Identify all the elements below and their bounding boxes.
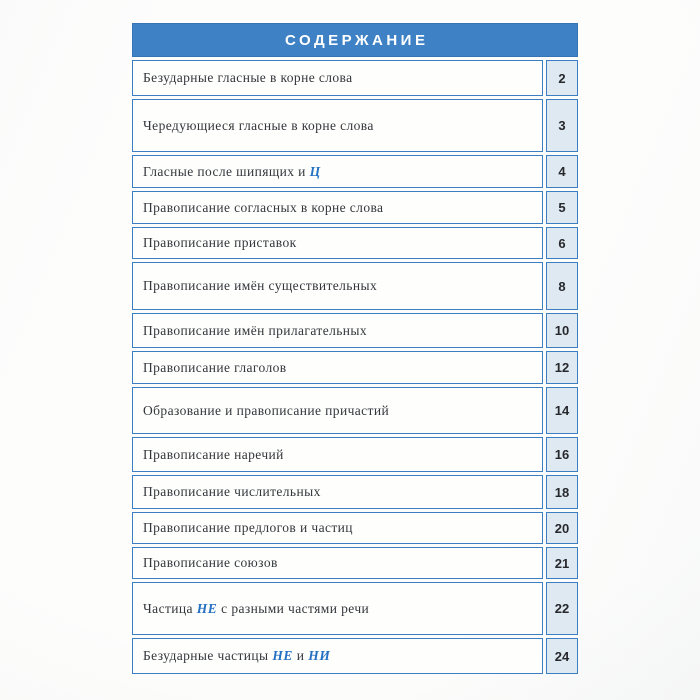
toc-entry-title [132,313,543,348]
toc-row [132,313,578,348]
toc-entry-page-number: 8 [546,262,578,310]
toc-row [132,547,578,579]
toc-entry-text: Правописание наречий [143,446,284,462]
toc-entry-text: Безударные гласные в корне слова [143,70,353,86]
toc-entry-page-number: 24 [546,638,578,674]
toc-header [132,23,578,57]
toc-entry-title [132,351,543,384]
toc-row [132,475,578,509]
toc-entry-text: Правописание числительных [143,484,321,500]
toc-entry-page-number: 16 [546,437,578,472]
toc-entry-title [132,638,543,674]
toc-entry-text: Правописание глаголов [143,359,287,375]
toc-entry-title [132,512,543,544]
toc-entry-title [132,475,543,509]
toc-entry-text: Правописание приставок [143,235,297,251]
toc-entry-page-number: 6 [546,227,578,259]
toc-entry-title [132,262,543,310]
toc-entry-text: Чередующиеся гласные в корне слова [143,117,374,133]
toc-entry-page-number: 10 [546,313,578,348]
toc-entry-page-number: 4 [546,155,578,188]
toc-row [132,227,578,259]
toc-row [132,191,578,224]
toc-entry-page-number: 20 [546,512,578,544]
toc-entry-page-number: 18 [546,475,578,509]
toc-entry-title [132,227,543,259]
toc-entry-text: Правописание имён прилагательных [143,322,368,338]
toc-row [132,582,578,635]
toc-entry-text: Частица НЕ с разными частями речи [143,600,370,616]
toc-entry-text: Безударные частицы НЕ и НИ [143,648,331,664]
toc-entry-title [132,155,543,188]
toc-entry-title [132,60,543,96]
toc-entry-page-number: 3 [546,99,578,152]
toc-entry-title [132,191,543,224]
toc-entry-page-number: 5 [546,191,578,224]
toc-row [132,387,578,434]
toc-entry-text: Гласные после шипящих и Ц [143,163,321,179]
toc-row [132,437,578,472]
toc-rows [132,60,578,674]
toc-row [132,155,578,188]
toc-entry-text: Правописание предлогов и частиц [143,520,353,536]
toc-entry-text: Образование и правописание причастий [143,402,390,418]
toc-entry-page-number: 14 [546,387,578,434]
toc-entry-page-number: 12 [546,351,578,384]
toc-entry-title [132,387,543,434]
toc-row [132,351,578,384]
toc-entry-title [132,437,543,472]
toc-entry-text: Правописание имён существительных [143,278,378,294]
toc-entry-title [132,99,543,152]
toc-entry-title [132,582,543,635]
toc-row [132,262,578,310]
toc-entry-page-number: 2 [546,60,578,96]
toc-row [132,638,578,674]
toc-entry-title [132,547,543,579]
toc-title: СОДЕРЖАНИЕ [285,31,429,49]
toc-row [132,99,578,152]
table-of-contents [132,23,578,677]
toc-row [132,60,578,96]
toc-row [132,512,578,544]
toc-entry-page-number: 22 [546,582,578,635]
toc-entry-text: Правописание согласных в корне слова [143,199,384,215]
toc-entry-page-number: 21 [546,547,578,579]
toc-entry-text: Правописание союзов [143,555,278,571]
